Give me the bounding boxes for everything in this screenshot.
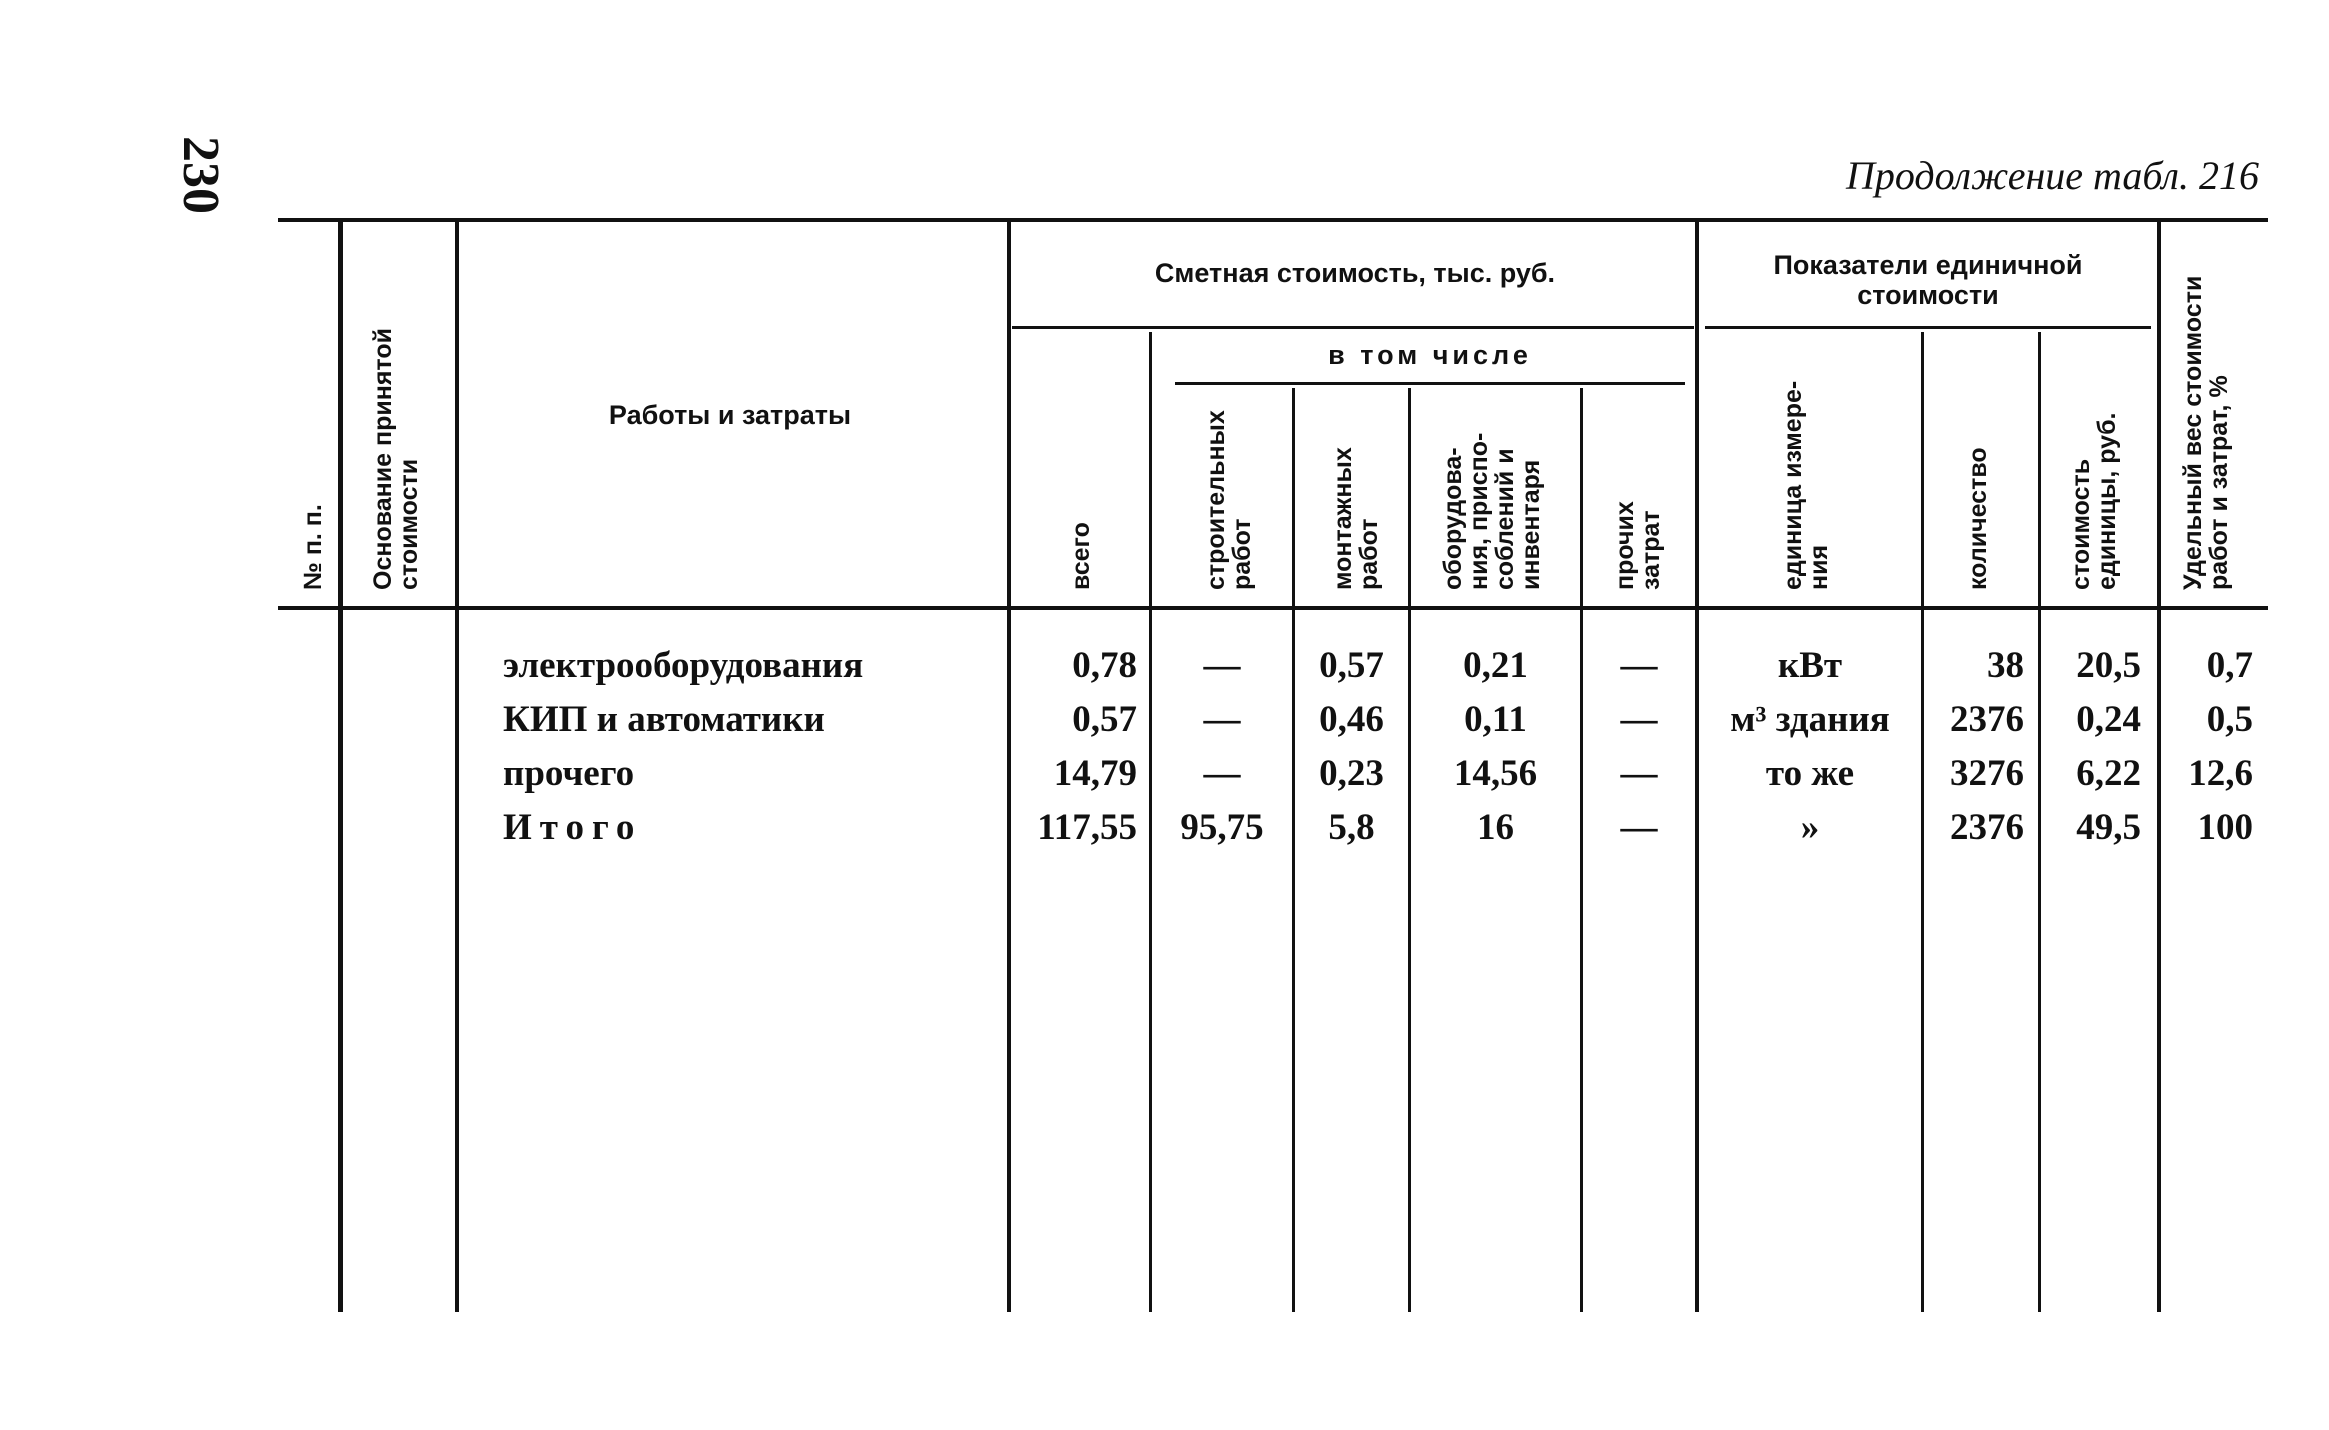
- header-quantity: количество: [1964, 447, 1992, 590]
- cell-mounting: 0,23: [1319, 753, 1384, 794]
- cell-share: 0,5: [2206, 699, 2253, 740]
- cell-total: 0,57: [1072, 699, 1137, 740]
- cell-other: —: [1620, 807, 1658, 848]
- cell-construction: 95,75: [1180, 807, 1264, 848]
- cell-mounting: 5,8: [1328, 807, 1375, 848]
- cell-unit-cost: 0,24: [2076, 699, 2141, 740]
- cell-unit-cost: 49,5: [2076, 807, 2141, 848]
- header-equipment: оборудова- ния, приспо- соблений и инвентаря: [1439, 432, 1545, 590]
- cell-work: Итого: [503, 807, 643, 848]
- divider-basis-work: [455, 222, 459, 1312]
- header-other: прочих затрат: [1611, 501, 1665, 590]
- header-work: Работы и затраты: [608, 400, 852, 430]
- cell-equipment: 16: [1477, 807, 1514, 848]
- table-top-rule: [278, 218, 2268, 222]
- header-basis: Основание принятой стоимости: [369, 328, 423, 590]
- cell-total: 117,55: [1037, 807, 1137, 848]
- header-incl-subgroup: в том числе: [1328, 340, 1532, 370]
- cell-quantity: 38: [1987, 645, 2024, 686]
- table-caption: Продолжение табл. 216: [1845, 153, 2259, 198]
- cell-share: 12,6: [2188, 753, 2253, 794]
- cell-quantity: 3276: [1950, 753, 2024, 794]
- cell-other: —: [1620, 699, 1658, 740]
- divider-work-total: [1007, 222, 1011, 1312]
- header-bottom-rule: [278, 606, 2268, 610]
- cell-total: 14,79: [1053, 753, 1137, 794]
- cell-construction: —: [1203, 753, 1241, 794]
- cell-unit: то же: [1765, 753, 1855, 794]
- cell-work: электрооборудования: [503, 645, 864, 686]
- incl-subgroup-rule: [1175, 382, 1685, 385]
- cell-mounting: 0,46: [1319, 699, 1384, 740]
- cell-unit: м³ здания: [1730, 699, 1890, 740]
- cell-total: 0,78: [1072, 645, 1137, 686]
- cell-unit-cost: 6,22: [2076, 753, 2141, 794]
- header-unit-cost: стоимость единицы, руб.: [2067, 412, 2121, 590]
- cell-unit: »: [1800, 807, 1820, 848]
- header-construction: строительных работ: [1202, 410, 1256, 590]
- header-num: № п. п.: [299, 504, 327, 590]
- cell-other: —: [1620, 645, 1658, 686]
- cell-work: прочего: [503, 753, 635, 794]
- cell-share: 0,7: [2206, 645, 2253, 686]
- cell-construction: —: [1203, 645, 1241, 686]
- header-unit-group: Показатели единичной стоимости: [1773, 250, 2083, 310]
- cell-quantity: 2376: [1950, 807, 2024, 848]
- divider-num-basis: [338, 222, 343, 1312]
- header-share: Удельный вес стоимости работ и затрат, %: [2179, 275, 2233, 590]
- cell-work: КИП и автоматики: [503, 699, 825, 740]
- cell-unit: кВт: [1777, 645, 1843, 686]
- header-cost-group: Сметная стоимость, тыс. руб.: [1154, 258, 1556, 288]
- unit-group-rule: [1705, 326, 2151, 329]
- page-number: 230: [172, 136, 229, 214]
- header-total: всего: [1067, 522, 1095, 590]
- cell-equipment: 14,56: [1453, 753, 1538, 794]
- cell-equipment: 0,21: [1463, 645, 1528, 686]
- cell-share: 100: [2197, 807, 2253, 848]
- cell-quantity: 2376: [1950, 699, 2024, 740]
- cell-equipment: 0,11: [1464, 699, 1527, 740]
- cell-mounting: 0,57: [1319, 645, 1384, 686]
- header-mounting: монтажных работ: [1329, 447, 1383, 590]
- cell-other: —: [1620, 753, 1658, 794]
- cost-group-rule: [1012, 326, 1694, 329]
- header-unit-measure: единица измере- ния: [1779, 380, 1833, 590]
- cell-construction: —: [1203, 699, 1241, 740]
- cell-unit-cost: 20,5: [2076, 645, 2141, 686]
